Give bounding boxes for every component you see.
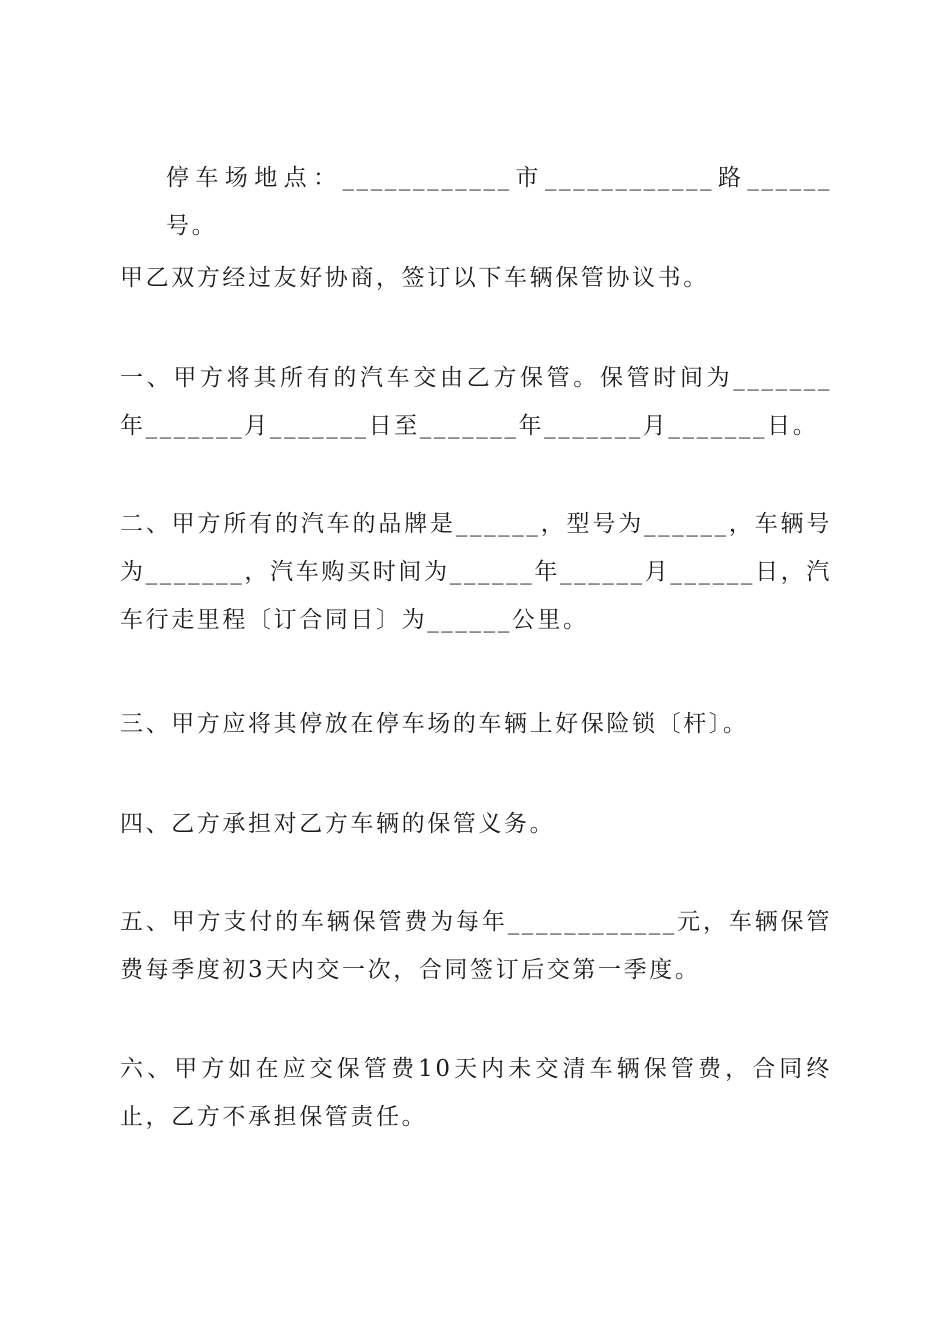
clause-1: 一、甲方将其所有的汽车交由乙方保管。保管时间为_______年_______月_______日至_______年_______月_______日。 — [120, 365, 832, 439]
intro-paragraph: 甲乙双方经过友好协商，签订以下车辆保管协议书。 — [120, 265, 709, 291]
parking-location-line: 停车场地点：____________市____________路______号。 — [166, 165, 832, 239]
clause-6: 六、甲方如在应交保管费10天内未交清车辆保管费，合同终止，乙方不承担保管责任。 — [120, 1056, 832, 1130]
clause-5: 五、甲方支付的车辆保管费为每年____________元，车辆保管费每季度初3天内交一次，合同签订后交第一季度。 — [120, 909, 832, 983]
clause-2: 二、甲方所有的汽车的品牌是______，型号为______，车辆号为_______，汽车购买时间为______年______月______日，汽车行走里程〔订合同日〕为______公里。 — [120, 511, 832, 633]
clause-4: 四、乙方承担对乙方车辆的保管义务。 — [120, 811, 556, 837]
clause-3: 三、甲方应将其停放在停车场的车辆上好保险锁〔杆〕。 — [120, 711, 749, 737]
